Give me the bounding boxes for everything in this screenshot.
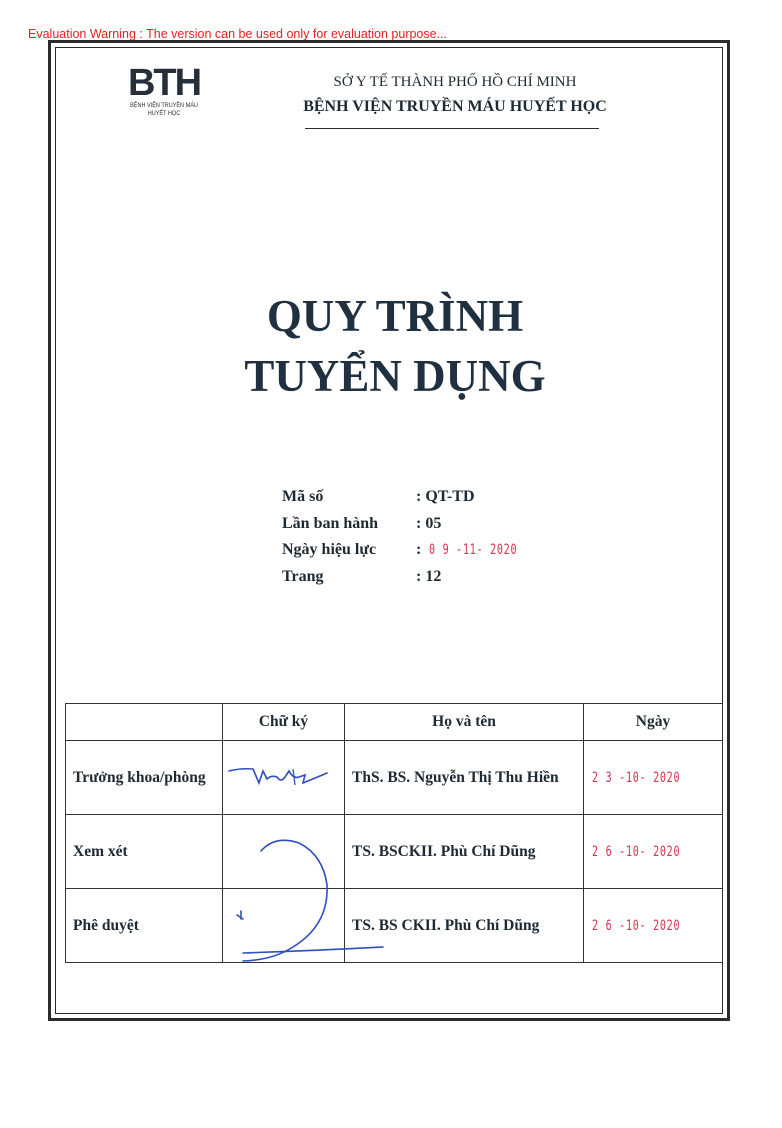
table-row: [66, 889, 723, 963]
name-cell: ThS. BS. Nguyễn Thị Thu Hiền: [345, 741, 584, 815]
meta-value: : 12: [416, 567, 442, 585]
signature-cell: [223, 815, 345, 889]
title-line-1: QUY TRÌNH: [266, 291, 524, 341]
date-stamp: 0 9 -11- 2020: [429, 542, 518, 558]
title-line-2: TUYỂN DỤNG: [244, 351, 546, 401]
ministry-name: SỞ Y TẾ THÀNH PHỐ HỒ CHÍ MINH: [333, 74, 577, 90]
header-empty: [66, 704, 223, 741]
evaluation-watermark: Evaluation Warning : The version can be used only for evaluation purpose...: [28, 27, 448, 41]
meta-label: Lần ban hành: [282, 514, 379, 532]
signature-image: [223, 889, 345, 962]
date-cell: [584, 741, 723, 815]
header-full-name: Họ và tên: [345, 704, 584, 741]
date-cell: [584, 815, 723, 889]
date-stamp: 2 6 -10- 2020: [591, 843, 680, 860]
name-cell: TS. BS CKII. Phù Chí Dũng: [345, 889, 584, 963]
approval-table: [65, 703, 723, 963]
date-stamp: 2 6 -10- 2020: [591, 917, 680, 934]
hospital-logo: [122, 64, 206, 124]
meta-label: Ngày hiệu lực: [282, 541, 377, 558]
table-row: [66, 815, 723, 889]
name-cell: TS. BSCKII. Phù Chí Dũng: [345, 815, 584, 889]
signature-image: [223, 741, 345, 814]
role-cell: Xem xét: [66, 815, 223, 889]
date-stamp: 2 3 -10- 2020: [591, 769, 680, 786]
logo-mark: BTH: [127, 62, 201, 104]
logo-text-line2: HUYẾT HỌC: [147, 109, 181, 117]
signature-image: [223, 815, 345, 888]
header-date: Ngày: [584, 704, 723, 741]
role-cell: Phê duyệt: [66, 889, 223, 963]
header-underline: [305, 128, 599, 129]
meta-label: Trang: [282, 567, 324, 585]
hospital-name: BỆNH VIỆN TRUYỀN MÁU HUYẾT HỌC: [303, 98, 607, 115]
table-row: [66, 741, 723, 815]
meta-value: : QT-TD: [416, 488, 475, 505]
meta-value: : 05: [416, 514, 442, 532]
meta-value: [416, 541, 552, 559]
document-title: [100, 286, 690, 406]
table-header-row: [66, 704, 723, 741]
header-signature: Chữ ký: [223, 704, 345, 741]
logo-text-line1: BỆNH VIỆN TRUYỀN MÁU: [130, 102, 198, 109]
signature-cell: [223, 889, 345, 963]
meta-colon: :: [416, 541, 422, 558]
date-cell: [584, 889, 723, 963]
signature-cell: [223, 741, 345, 815]
role-cell: Trưởng khoa/phòng: [66, 741, 223, 815]
meta-label: Mã số: [282, 488, 324, 505]
